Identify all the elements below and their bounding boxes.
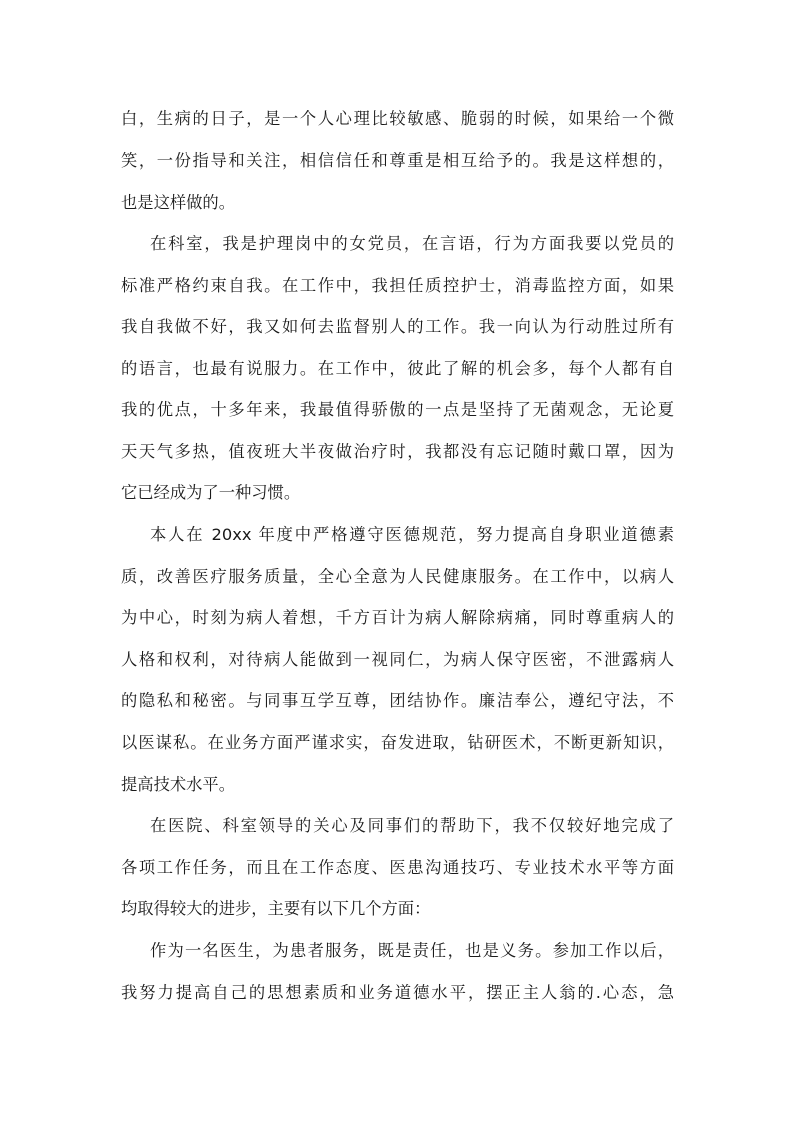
line-text: 的隐私和秘密。与同事互学互尊，团结协作。廉洁奉公，遵纪守法，不	[121, 691, 674, 710]
line-text: 我的优点，十多年来，我最值得骄傲的一点是坚持了无菌观念，无论夏	[121, 400, 674, 419]
line-text: 均取得较大的进步，主要有以下几个方面：	[121, 899, 431, 918]
line-text: 也是这样做的。	[121, 193, 235, 212]
line-text: 本人在 20xx 年度中严格遵守医德规范，努力提高自身职业道德素	[150, 525, 674, 544]
text-line	[0, 189, 794, 217]
text-line	[0, 771, 794, 799]
text-line	[0, 479, 794, 507]
text-line	[0, 355, 794, 383]
line-text: 标准严格约束自我。在工作中，我担任质控护士，消毒监控方面，如果	[121, 276, 674, 295]
text-line	[0, 729, 794, 757]
text-line	[0, 895, 794, 923]
line-text: 它已经成为了一种习惯。	[121, 483, 301, 502]
paragraph-first-line	[0, 812, 794, 840]
text-line	[0, 563, 794, 591]
paragraph-first-line	[0, 521, 794, 549]
paragraph-first-line	[0, 937, 794, 965]
line-text: 人格和权利，对待病人能做到一视同仁，为病人保守医密，不泄露病人	[121, 650, 674, 669]
line-text: 各项工作任务，而且在工作态度、医患沟通技巧、专业技术水平等方面	[121, 858, 674, 877]
text-line	[0, 687, 794, 715]
line-text: 在科室，我是护理岗中的女党员，在言语，行为方面我要以党员的	[150, 234, 674, 253]
line-text: 以医谋私。在业务方面严谨求实，奋发进取，钻研医术，不断更新知识，	[121, 733, 674, 752]
text-line	[0, 979, 794, 1007]
paragraph-first-line	[0, 230, 794, 258]
text-line	[0, 604, 794, 632]
line-text: 我自我做不好，我又如何去监督别人的工作。我一向认为行动胜过所有	[121, 317, 674, 336]
line-text: 质，改善医疗服务质量，全心全意为人民健康服务。在工作中，以病人	[121, 567, 674, 586]
text-line	[0, 272, 794, 300]
line-text: 天天气多热，值夜班大半夜做治疗时，我都没有忘记随时戴口罩，因为	[121, 442, 674, 461]
line-text: 的语言，也最有说服力。在工作中，彼此了解的机会多，每个人都有自	[121, 359, 674, 378]
text-line	[0, 438, 794, 466]
text-line	[0, 646, 794, 674]
text-line	[0, 105, 794, 133]
line-text: 作为一名医生，为患者服务，既是责任，也是义务。参加工作以后，	[150, 941, 674, 960]
text-line	[0, 313, 794, 341]
text-line	[0, 147, 794, 175]
line-text: 提高技术水平。	[121, 775, 235, 794]
text-line	[0, 396, 794, 424]
line-text: 笑，一份指导和关注，相信信任和尊重是相互给予的。我是这样想的，	[121, 151, 674, 170]
line-text: 在医院、科室领导的关心及同事们的帮助下，我不仅较好地完成了	[150, 816, 674, 835]
line-text: 我努力提高自己的思想素质和业务道德水平，摆正主人翁的.心态，急	[121, 983, 674, 1002]
line-text: 为中心，时刻为病人着想，千方百计为病人解除病痛，同时尊重病人的	[121, 608, 674, 627]
text-line	[0, 854, 794, 882]
line-text: 白，生病的日子，是一个人心理比较敏感、脆弱的时候，如果给一个微	[121, 109, 674, 128]
